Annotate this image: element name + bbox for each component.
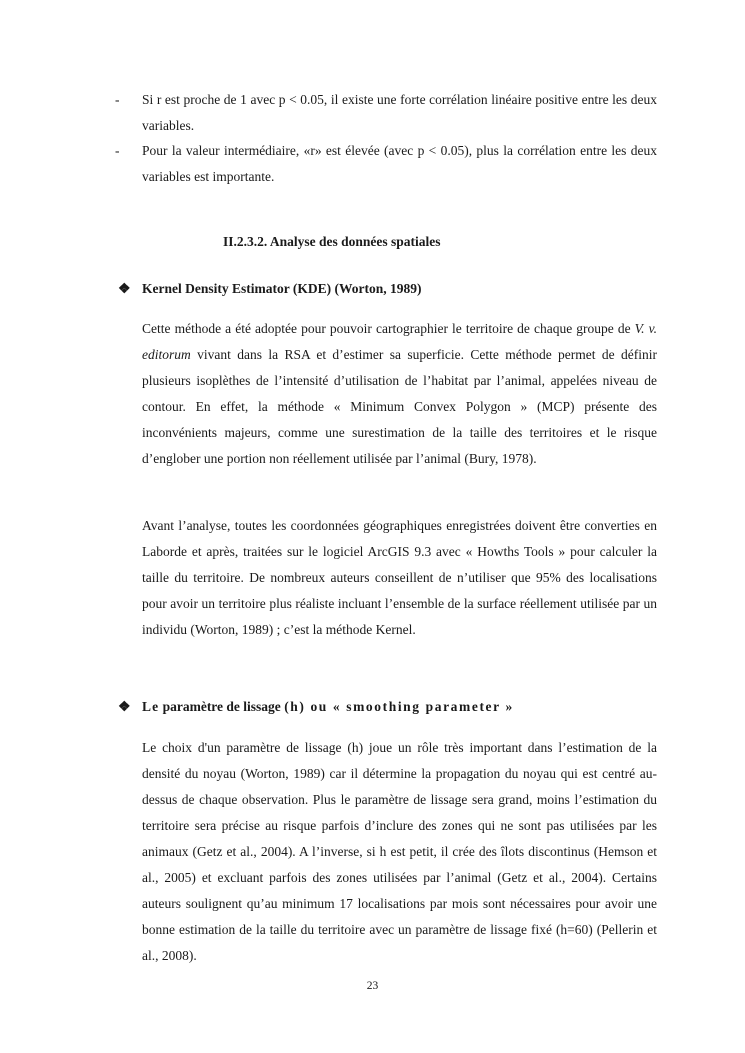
section-heading-kde <box>118 278 421 301</box>
section-title-part: paramètre de lissage <box>159 699 285 714</box>
page-number: 23 <box>366 980 379 992</box>
kde-paragraph-1 <box>142 316 657 472</box>
species-name: V. v. editorum <box>142 321 657 362</box>
kde-paragraph-2: Avant l’analyse, toutes les coordonnées géographiques enregistrées doivent être converties en Laborde et après, traitées sur le logiciel ArcGIS 9.3 avec « Howths Tools » pour calculer la taille du territoire. De nombreux auteurs conseillent de n’utiliser que 95% des localisations pour avoir un territoire plus réaliste incluant l’ensemble de la surface réellement utilisée par un individu (Worton, 1989) ; c’est la méthode Kernel. <box>142 518 657 637</box>
bullet-text: Si r est proche de 1 avec p < 0.05, il existe une forte corrélation linéaire positive entre les deux variables. <box>142 92 657 133</box>
smoothing-paragraph: Le choix d'un paramètre de lissage (h) joue un rôle très important dans l’estimation de la densité du noyau (Worton, 1989) car il détermine la propagation du noyau qui est centré au-dessus de chaque observation. Plus le paramètre de lissage sera grand, moins l’estimation du territoire sera précise au risque parfois d’inclure des zones qui ne sont pas utilisées par les animaux (Getz et al., 2004). A l’inverse, si h est petit, il crée des îlots discontinus (Hemson et al., 2005) et excluant parfois des zones utilisées par l’animal (Getz et al., 2004). Certains auteurs soulignent qu’au minimum 17 localisations par mois sont nécessaires pour avoir une bonne estimation de la taille du territoire avec un paramètre de lissage fixé (h=60) (Pellerin et al., 2008). <box>142 740 657 963</box>
dash-bullet: - <box>115 143 120 158</box>
section-heading-smoothing <box>118 696 514 719</box>
section-title-part: Le <box>142 699 160 714</box>
section-title-part: (h) ou « smoothing parameter » <box>284 699 514 714</box>
diamond-bullet-icon: ❖ <box>118 700 131 715</box>
paragraph-text: Cette méthode a été adoptée pour pouvoir cartographier le territoire de chaque groupe de <box>142 321 635 336</box>
paragraph-text: vivant dans la RSA et d’estimer sa superficie. Cette méthode permet de définir plusieurs isoplèthes de l’intensité d’utilisation de l’habitat par l’animal, appelées niveau de contour. En effet, la méthode « Minimum Convex Polygon » (MCP) présente des inconvénients majeurs, comme une surestimation de la taille des territoires et le risque d’englober une portion non réellement utilisée par l’animal (Bury, 1978). <box>142 347 657 466</box>
diamond-bullet-icon: ❖ <box>118 282 131 297</box>
dash-bullet: - <box>115 92 120 107</box>
subsection-title: II.2.3.2. Analyse des données spatiales <box>223 234 441 249</box>
bullet-text: Pour la valeur intermédiaire, «r» est élevée (avec p < 0.05), plus la corrélation entre les deux variables est importante. <box>142 143 657 184</box>
section-title: Kernel Density Estimator (KDE) (Worton, 1989) <box>142 281 422 296</box>
